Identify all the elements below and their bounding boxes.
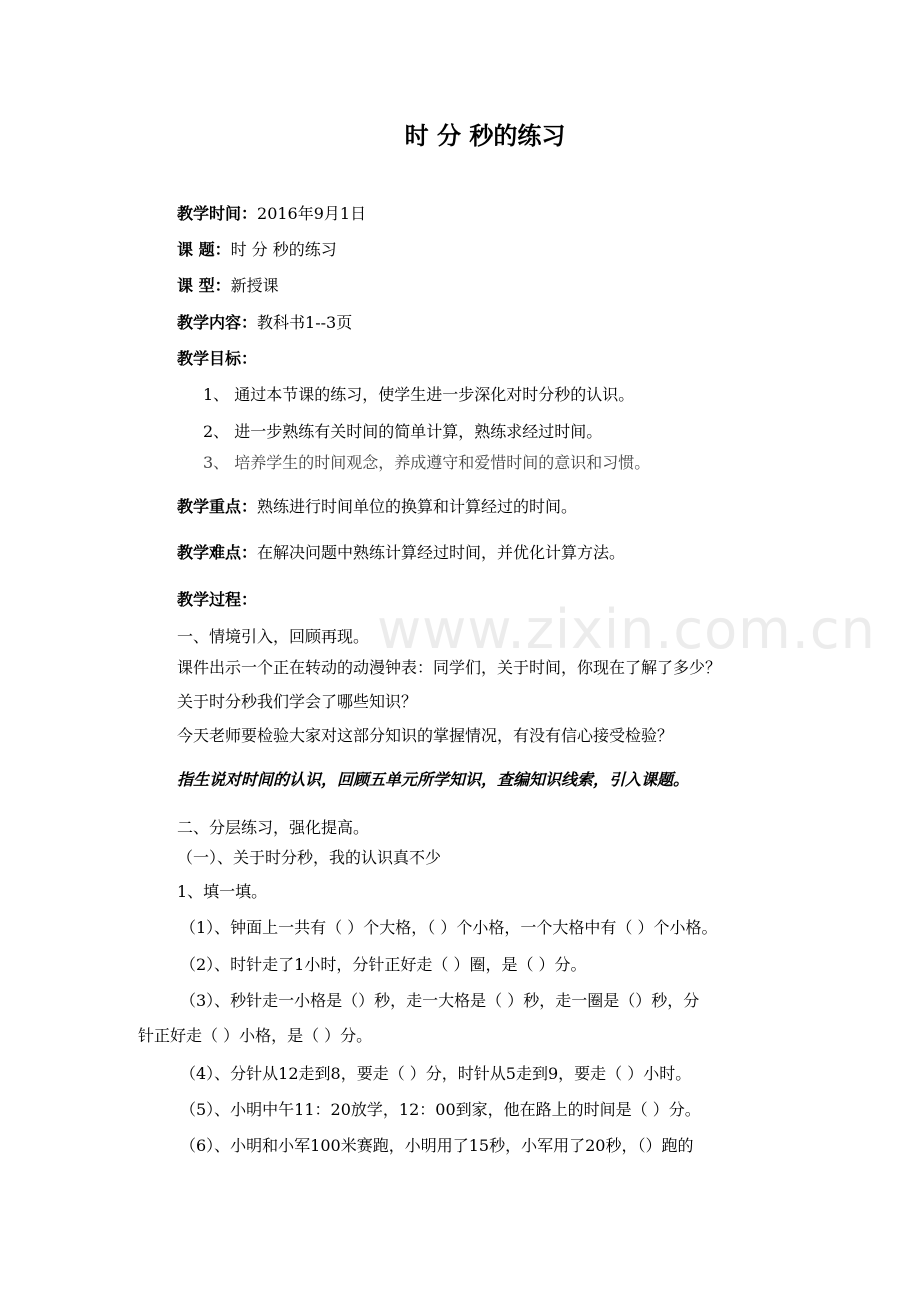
- section1-line-1: 课件出示一个正在转动的动漫钟表：同学们，关于时间，你现在了解了多少？: [177, 658, 722, 677]
- question-5: （5）、小明中午11：20放学，12：00到家，他在路上的时间是（ ）分。: [180, 1100, 701, 1119]
- topic-label: 课 题：: [177, 240, 231, 259]
- question-1: （1）、钟面上一共有（ ）个大格，（ ）个小格，一个大格中有（ ）个小格。: [180, 918, 718, 937]
- difficulty-value: 在解决问题中熟练计算经过时间，并优化计算方法。: [257, 543, 626, 562]
- goals-label: 教学目标：: [177, 349, 258, 368]
- time-label: 教学时间：: [177, 204, 258, 223]
- section1-line-2: 关于时分秒我们学会了哪些知识？: [177, 692, 418, 711]
- sub1-heading: （一）、关于时分秒，我的认识真不少: [177, 848, 442, 867]
- section2-heading: 二、分层练习，强化提高。: [177, 818, 370, 837]
- question-6: （6）、小明和小军100米赛跑，小明用了15秒，小军用了20秒，（）跑的: [180, 1136, 694, 1155]
- question-2: （2）、时针走了1小时，分针正好走（ ）圈，是（ ）分。: [180, 955, 587, 974]
- type-label: 课 型：: [177, 276, 231, 295]
- goal-item-2: 2、 进一步熟练有关时间的简单计算，熟练求经过时间。: [203, 422, 603, 441]
- goal-item-3: 3、 培养学生的时间观念，养成遵守和爱惜时间的意识和习惯。: [203, 453, 651, 472]
- page-title: 时 分 秒的练习: [404, 121, 566, 150]
- key-point-label: 教学重点：: [177, 497, 258, 516]
- topic-value: 时 分 秒的练习: [230, 240, 337, 259]
- difficulty: [177, 542, 625, 564]
- question-3-line-2: 针正好走（ ）小格，是（ ）分。: [138, 1026, 373, 1045]
- watermark: www.zixin.com.cn: [377, 598, 876, 661]
- section1-heading: 一、情境引入，回顾再现。: [177, 627, 370, 646]
- question-4: （4）、分针从12走到8，要走（ ）分，时针从5走到9，要走（ ）小时。: [180, 1064, 692, 1083]
- meta-type: [177, 275, 279, 297]
- section1-line-3: 今天老师要检验大家对这部分知识的掌握情况，有没有信心接受检验？: [177, 726, 674, 745]
- fill-heading: 1、填一填。: [177, 882, 268, 901]
- time-value: 2016年9月1日: [257, 204, 367, 223]
- content-label: 教学内容：: [177, 313, 258, 332]
- section1-note: 指生说对时间的认识，回顾五单元所学知识，查编知识线索，引入课题。: [177, 770, 690, 789]
- type-value: 新授课: [230, 276, 279, 295]
- goal-item-1: 1、 通过本节课的练习，使学生进一步深化对时分秒的认识。: [203, 385, 635, 404]
- key-point-value: 熟练进行时间单位的换算和计算经过的时间。: [257, 497, 578, 516]
- meta-time: [177, 203, 366, 225]
- meta-content: [177, 312, 352, 334]
- difficulty-label: 教学难点：: [177, 543, 258, 562]
- key-point: [177, 496, 577, 518]
- meta-topic: [177, 239, 337, 261]
- content-value: 教科书1--3页: [257, 313, 353, 332]
- process-label: 教学过程：: [177, 590, 258, 609]
- question-3-line-1: （3）、秒针走一小格是（）秒，走一大格是（ ）秒，走一圈是（）秒，分: [180, 991, 700, 1010]
